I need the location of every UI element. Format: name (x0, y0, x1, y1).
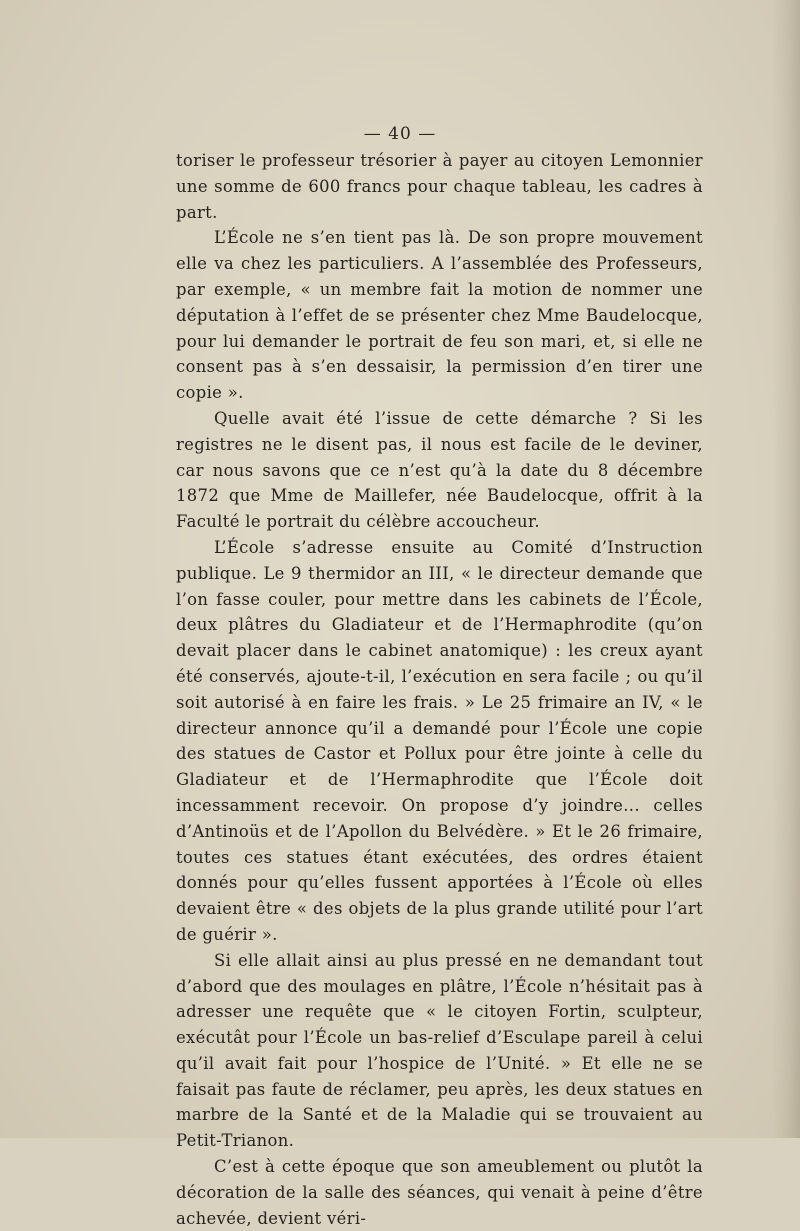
page-number: — 40 — (363, 124, 437, 144)
paragraph: C’est à cette époque que son ameublement ou plutôt la décoration de la salle des séances, qui venait à peine d’être achevée, devient véri- (176, 1157, 703, 1228)
paragraph: Quelle avait été l’issue de cette démarche ? Si les registres ne le disent pas, il nous est facile de le deviner, car nous savons que ce n’est qu’à la date du 8 décembre 1872 que Mme de Maillefer, née Baudelocque, offrit à la Faculté le portrait du célèbre accoucheur. (176, 408, 703, 532)
paragraph: Si elle allait ainsi au plus pressé en ne demandant tout d’abord que des moulages en plâtre, l’École n’hésitait pas à adresser une requête que « le citoyen Fortin, sculpteur, exécutât pour l’École un bas-relief d’Esculape pareil à celui qu’il avait fait pour l’hospice de l’Unité. » Et elle ne se faisait pas faute de réclamer, peu après, les deux statues en marbre de la Santé et de la Maladie qui se trouvaient au Petit-Trianon. (176, 950, 703, 1151)
page-edge-shadow (772, 0, 800, 1138)
body-text (176, 148, 703, 1231)
paragraph: L’École ne s’en tient pas là. De son propre mouvement elle va chez les particuliers. A l’assemblée des Professeurs, par exemple, « un membre fait la motion de nommer une députation à l’effet de se présenter chez Mme Baudelocque, pour lui demander le portrait de feu son mari, et, si elle ne consent pas à s’en dessaisir, la permission d’en tirer une copie ». (176, 228, 703, 403)
paragraph: toriser le professeur trésorier à payer au citoyen Lemonnier une somme de 600 francs pour chaque tableau, les cadres à part. (176, 151, 703, 222)
paragraph: L’École s’adresse ensuite au Comité d’Instruction publique. Le 9 thermidor an III, « le directeur demande que l’on fasse couler, pour mettre dans les cabinets de l’École, deux plâtres du Gladiateur et de l’Hermaphrodite (qu’on devait placer dans le cabinet anatomique) : les creux ayant été conservés, ajoute-t-il, l’exécution en sera facile ; ou qu’il soit autorisé à en faire les frais. » Le 25 frimaire an IV, « le directeur annonce qu’il a demandé pour l’École une copie des statues de Castor et Pollux pour être jointe à celle du Gladiateur et de l’Hermaphrodite que l’École doit incessamment recevoir. On propose d’y joindre... celles d’Antinoüs et de l’Apollon du Belvédère. » Et le 26 frimaire, toutes ces statues étant exécutées, des ordres étaient donnés pour qu’elles fussent apportées à l’École où elles devaient être « des objets de la plus grande utilité pour l’art de guérir ». (176, 537, 703, 944)
